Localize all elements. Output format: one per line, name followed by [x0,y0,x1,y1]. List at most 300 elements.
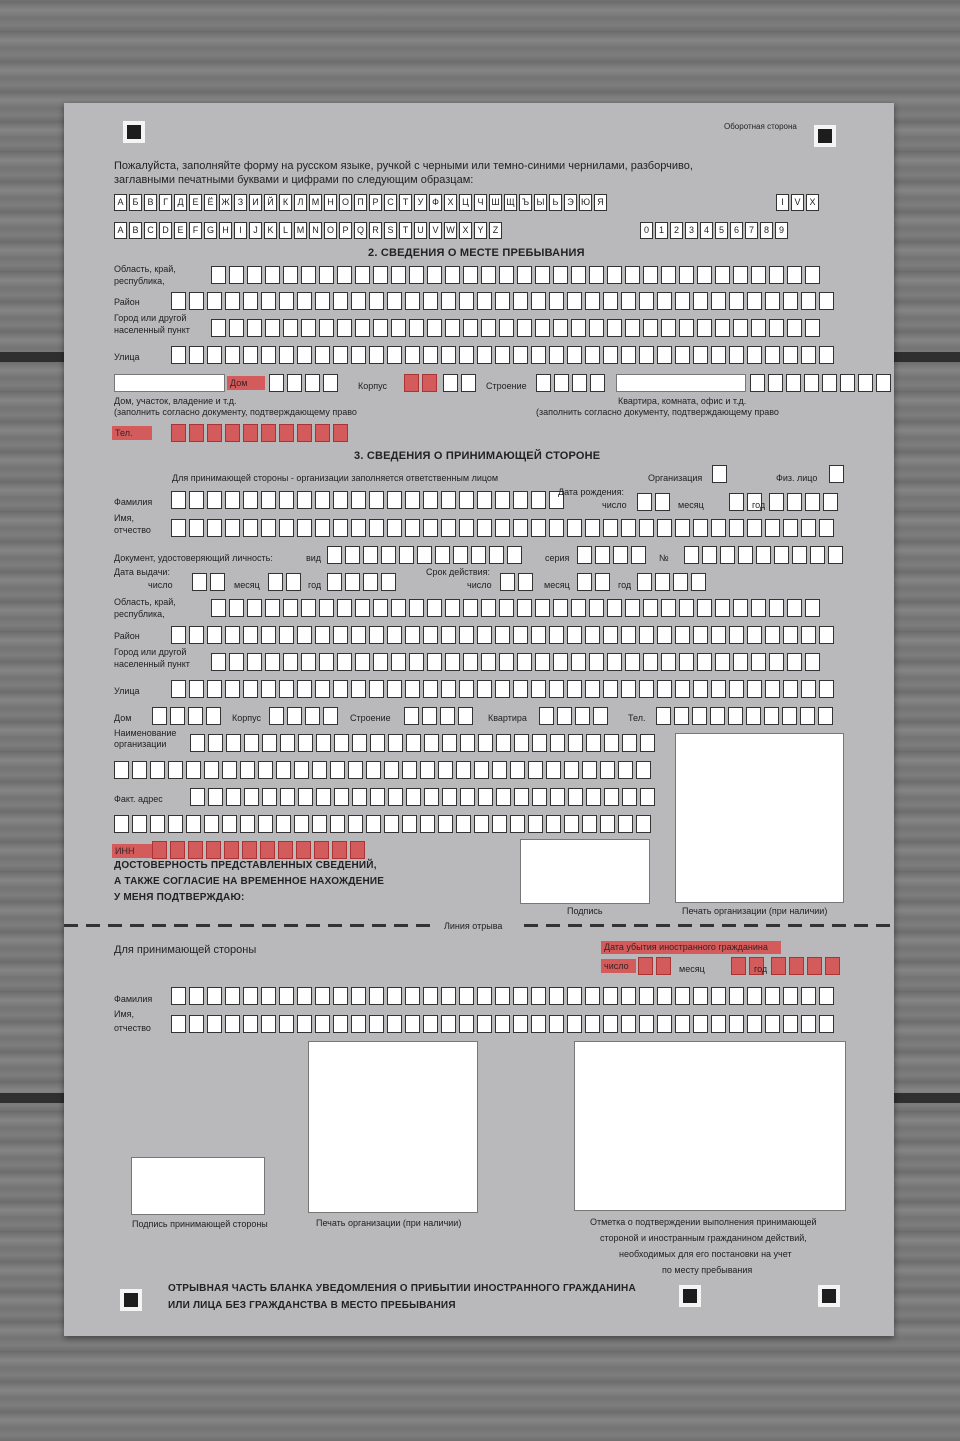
char-cell[interactable] [492,761,507,779]
char-cell[interactable] [801,519,816,537]
char-cell[interactable] [355,653,370,671]
char-cell[interactable] [876,374,891,392]
char-cell[interactable] [384,815,399,833]
char-cell[interactable] [424,734,439,752]
char-cell[interactable] [294,815,309,833]
char-cell[interactable] [532,734,547,752]
char-cell[interactable] [819,1015,834,1033]
char-cell[interactable] [315,680,330,698]
char-cell[interactable] [315,292,330,310]
char-cell[interactable] [621,987,636,1005]
char-cell[interactable] [567,987,582,1005]
char-cell[interactable] [657,680,672,698]
char-cell[interactable] [747,346,762,364]
char-cell[interactable] [675,626,690,644]
char-cell[interactable] [585,346,600,364]
char-cell[interactable] [207,292,222,310]
char-cell[interactable] [829,465,844,483]
field-host-phone[interactable] [656,707,833,725]
char-cell[interactable] [188,841,203,859]
char-cell[interactable] [711,626,726,644]
char-cell[interactable] [567,292,582,310]
char-cell[interactable] [261,680,276,698]
char-cell[interactable] [535,599,550,617]
field-host-flat[interactable] [539,707,608,725]
char-cell[interactable] [265,266,280,284]
char-cell[interactable] [693,519,708,537]
char-cell[interactable] [679,599,694,617]
char-cell[interactable] [621,292,636,310]
char-cell[interactable] [625,653,640,671]
char-cell[interactable] [224,841,239,859]
char-cell[interactable] [381,546,396,564]
char-cell[interactable] [170,707,185,725]
char-cell[interactable] [787,319,802,337]
char-cell[interactable] [517,266,532,284]
char-cell[interactable] [225,491,240,509]
char-cell[interactable] [207,626,222,644]
char-cell[interactable] [171,491,186,509]
field-host-region[interactable] [211,599,820,617]
char-cell[interactable] [409,319,424,337]
char-cell[interactable] [568,734,583,752]
char-cell[interactable] [283,653,298,671]
char-cell[interactable] [315,346,330,364]
char-cell[interactable] [315,424,330,442]
char-cell[interactable] [729,987,744,1005]
char-cell[interactable] [211,266,226,284]
char-cell[interactable] [171,424,186,442]
char-cell[interactable] [819,519,834,537]
char-cell[interactable] [756,546,771,564]
char-cell[interactable] [333,680,348,698]
char-cell[interactable] [639,346,654,364]
field-flat-text[interactable] [616,374,746,392]
char-cell[interactable] [279,680,294,698]
char-cell[interactable] [655,573,670,591]
char-cell[interactable] [152,841,167,859]
char-cell[interactable] [427,599,442,617]
char-cell[interactable] [363,546,378,564]
char-cell[interactable] [369,292,384,310]
char-cell[interactable] [276,815,291,833]
char-cell[interactable] [625,266,640,284]
char-cell[interactable] [445,653,460,671]
char-cell[interactable] [769,493,784,511]
char-cell[interactable] [517,319,532,337]
char-cell[interactable] [409,599,424,617]
char-cell[interactable] [330,761,345,779]
char-cell[interactable] [441,346,456,364]
char-cell[interactable] [656,957,671,975]
char-cell[interactable] [858,374,873,392]
char-cell[interactable] [171,1015,186,1033]
char-cell[interactable] [531,346,546,364]
char-cell[interactable] [355,319,370,337]
char-cell[interactable] [297,680,312,698]
field-valid-month[interactable] [577,573,610,591]
char-cell[interactable] [337,266,352,284]
field-issue-year[interactable] [327,573,396,591]
char-cell[interactable] [265,319,280,337]
char-cell[interactable] [297,292,312,310]
char-cell[interactable] [189,346,204,364]
char-cell[interactable] [499,266,514,284]
char-cell[interactable] [638,957,653,975]
char-cell[interactable] [769,599,784,617]
char-cell[interactable] [675,292,690,310]
char-cell[interactable] [657,292,672,310]
char-cell[interactable] [712,465,727,483]
char-cell[interactable] [247,319,262,337]
char-cell[interactable] [391,266,406,284]
field-structure[interactable] [536,374,605,392]
char-cell[interactable] [531,491,546,509]
char-cell[interactable] [441,987,456,1005]
field-actual-address[interactable] [190,788,655,806]
char-cell[interactable] [603,626,618,644]
char-cell[interactable] [697,319,712,337]
char-cell[interactable] [438,815,453,833]
char-cell[interactable] [460,734,475,752]
char-cell[interactable] [348,815,363,833]
char-cell[interactable] [297,1015,312,1033]
char-cell[interactable] [805,266,820,284]
char-cell[interactable] [387,519,402,537]
char-cell[interactable] [369,491,384,509]
char-cell[interactable] [495,292,510,310]
char-cell[interactable] [568,788,583,806]
char-cell[interactable] [405,680,420,698]
char-cell[interactable] [297,346,312,364]
char-cell[interactable] [783,346,798,364]
char-cell[interactable] [478,788,493,806]
char-cell[interactable] [477,519,492,537]
char-cell[interactable] [192,573,207,591]
char-cell[interactable] [733,599,748,617]
char-cell[interactable] [247,599,262,617]
confirmation-mark-box[interactable] [574,1041,846,1211]
char-cell[interactable] [423,1015,438,1033]
char-cell[interactable] [243,680,258,698]
char-cell[interactable] [319,319,334,337]
char-cell[interactable] [243,491,258,509]
char-cell[interactable] [639,680,654,698]
char-cell[interactable] [351,680,366,698]
char-cell[interactable] [746,707,761,725]
host-signature-box[interactable] [131,1157,265,1215]
char-cell[interactable] [240,815,255,833]
char-cell[interactable] [279,292,294,310]
char-cell[interactable] [337,319,352,337]
char-cell[interactable] [312,815,327,833]
char-cell[interactable] [459,680,474,698]
char-cell[interactable] [528,761,543,779]
char-cell[interactable] [702,546,717,564]
char-cell[interactable] [333,987,348,1005]
char-cell[interactable] [351,987,366,1005]
char-cell[interactable] [459,519,474,537]
char-cell[interactable] [586,788,601,806]
char-cell[interactable] [693,292,708,310]
char-cell[interactable] [369,346,384,364]
char-cell[interactable] [513,519,528,537]
char-cell[interactable] [350,841,365,859]
char-cell[interactable] [625,599,640,617]
char-cell[interactable] [399,546,414,564]
char-cell[interactable] [514,788,529,806]
char-cell[interactable] [405,987,420,1005]
char-cell[interactable] [301,599,316,617]
char-cell[interactable] [373,266,388,284]
char-cell[interactable] [441,292,456,310]
char-cell[interactable] [661,266,676,284]
char-cell[interactable] [225,519,240,537]
char-cell[interactable] [189,519,204,537]
char-cell[interactable] [531,626,546,644]
char-cell[interactable] [549,626,564,644]
char-cell[interactable] [661,653,676,671]
char-cell[interactable] [391,599,406,617]
char-cell[interactable] [729,346,744,364]
char-cell[interactable] [265,653,280,671]
char-cell[interactable] [387,626,402,644]
field-building-extra[interactable] [443,374,476,392]
char-cell[interactable] [208,734,223,752]
char-cell[interactable] [458,707,473,725]
char-cell[interactable] [546,761,561,779]
char-cell[interactable] [387,292,402,310]
char-cell[interactable] [571,266,586,284]
char-cell[interactable] [786,374,801,392]
char-cell[interactable] [499,319,514,337]
char-cell[interactable] [207,491,222,509]
char-cell[interactable] [279,987,294,1005]
char-cell[interactable] [655,493,670,511]
char-cell[interactable] [348,761,363,779]
char-cell[interactable] [495,1015,510,1033]
char-cell[interactable] [603,519,618,537]
char-cell[interactable] [600,815,615,833]
char-cell[interactable] [268,573,283,591]
char-cell[interactable] [333,292,348,310]
char-cell[interactable] [517,599,532,617]
char-cell[interactable] [333,1015,348,1033]
char-cell[interactable] [621,1015,636,1033]
char-cell[interactable] [222,815,237,833]
char-cell[interactable] [373,599,388,617]
char-cell[interactable] [789,957,804,975]
char-cell[interactable] [585,292,600,310]
field-departure-day[interactable] [638,957,671,975]
char-cell[interactable] [337,653,352,671]
signature-box[interactable] [520,839,650,904]
char-cell[interactable] [675,987,690,1005]
char-cell[interactable] [243,626,258,644]
char-cell[interactable] [750,374,765,392]
char-cell[interactable] [607,653,622,671]
char-cell[interactable] [577,573,592,591]
char-cell[interactable] [405,491,420,509]
char-cell[interactable] [391,319,406,337]
char-cell[interactable] [262,734,277,752]
char-cell[interactable] [243,292,258,310]
char-cell[interactable] [373,319,388,337]
char-cell[interactable] [427,319,442,337]
char-cell[interactable] [549,292,564,310]
char-cell[interactable] [495,987,510,1005]
char-cell[interactable] [728,707,743,725]
char-cell[interactable] [280,734,295,752]
char-cell[interactable] [589,319,604,337]
char-cell[interactable] [819,346,834,364]
char-cell[interactable] [595,573,610,591]
char-cell[interactable] [495,519,510,537]
char-cell[interactable] [387,680,402,698]
char-cell[interactable] [301,319,316,337]
char-cell[interactable] [441,680,456,698]
char-cell[interactable] [301,266,316,284]
char-cell[interactable] [132,761,147,779]
char-cell[interactable] [463,599,478,617]
char-cell[interactable] [751,653,766,671]
char-cell[interactable] [567,626,582,644]
char-cell[interactable] [438,761,453,779]
char-cell[interactable] [297,424,312,442]
char-cell[interactable] [621,519,636,537]
char-cell[interactable] [477,292,492,310]
char-cell[interactable] [456,815,471,833]
char-cell[interactable] [441,491,456,509]
char-cell[interactable] [769,653,784,671]
char-cell[interactable] [225,424,240,442]
field-flat[interactable] [750,374,891,392]
char-cell[interactable] [787,653,802,671]
char-cell[interactable] [693,987,708,1005]
char-cell[interactable] [603,1015,618,1033]
char-cell[interactable] [405,519,420,537]
char-cell[interactable] [715,319,730,337]
char-cell[interactable] [258,815,273,833]
char-cell[interactable] [572,374,587,392]
char-cell[interactable] [673,573,688,591]
char-cell[interactable] [747,292,762,310]
field-doc-kind[interactable] [327,546,522,564]
char-cell[interactable] [604,788,619,806]
char-cell[interactable] [823,493,838,511]
char-cell[interactable] [150,761,165,779]
char-cell[interactable] [423,680,438,698]
char-cell[interactable] [510,761,525,779]
char-cell[interactable] [765,626,780,644]
char-cell[interactable] [603,680,618,698]
char-cell[interactable] [571,653,586,671]
char-cell[interactable] [729,519,744,537]
char-cell[interactable] [369,680,384,698]
char-cell[interactable] [715,599,730,617]
char-cell[interactable] [453,546,468,564]
field-org-name[interactable] [190,734,655,752]
char-cell[interactable] [463,319,478,337]
char-cell[interactable] [636,761,651,779]
char-cell[interactable] [420,761,435,779]
char-cell[interactable] [337,599,352,617]
char-cell[interactable] [481,266,496,284]
char-cell[interactable] [575,707,590,725]
char-cell[interactable] [406,734,421,752]
char-cell[interactable] [595,546,610,564]
char-cell[interactable] [319,653,334,671]
char-cell[interactable] [613,546,628,564]
char-cell[interactable] [585,987,600,1005]
field-name[interactable] [171,519,834,537]
char-cell[interactable] [283,599,298,617]
char-cell[interactable] [765,346,780,364]
char-cell[interactable] [764,707,779,725]
char-cell[interactable] [366,815,381,833]
char-cell[interactable] [409,266,424,284]
char-cell[interactable] [442,788,457,806]
char-cell[interactable] [369,987,384,1005]
char-cell[interactable] [229,266,244,284]
char-cell[interactable] [222,761,237,779]
char-cell[interactable] [243,987,258,1005]
char-cell[interactable] [333,491,348,509]
char-cell[interactable] [333,626,348,644]
char-cell[interactable] [261,292,276,310]
char-cell[interactable] [297,519,312,537]
char-cell[interactable] [225,346,240,364]
char-cell[interactable] [783,519,798,537]
field-city[interactable] [211,319,820,337]
char-cell[interactable] [461,374,476,392]
field-host-structure[interactable] [404,707,473,725]
char-cell[interactable] [459,346,474,364]
char-cell[interactable] [190,788,205,806]
char-cell[interactable] [679,266,694,284]
char-cell[interactable] [675,346,690,364]
field-issue-day[interactable] [192,573,225,591]
field-doc-number[interactable] [684,546,843,564]
field-tear-name[interactable] [171,1015,834,1033]
char-cell[interactable] [600,761,615,779]
char-cell[interactable] [355,266,370,284]
char-cell[interactable] [528,815,543,833]
char-cell[interactable] [355,599,370,617]
char-cell[interactable] [305,374,320,392]
char-cell[interactable] [332,841,347,859]
char-cell[interactable] [474,815,489,833]
char-cell[interactable] [247,266,262,284]
char-cell[interactable] [114,815,129,833]
char-cell[interactable] [445,319,460,337]
char-cell[interactable] [351,519,366,537]
char-cell[interactable] [792,546,807,564]
char-cell[interactable] [805,319,820,337]
char-cell[interactable] [585,1015,600,1033]
char-cell[interactable] [517,653,532,671]
char-cell[interactable] [225,680,240,698]
char-cell[interactable] [351,626,366,644]
char-cell[interactable] [631,546,646,564]
char-cell[interactable] [751,266,766,284]
char-cell[interactable] [585,626,600,644]
char-cell[interactable] [297,987,312,1005]
field-valid-year[interactable] [637,573,706,591]
char-cell[interactable] [697,266,712,284]
char-cell[interactable] [539,707,554,725]
char-cell[interactable] [805,653,820,671]
